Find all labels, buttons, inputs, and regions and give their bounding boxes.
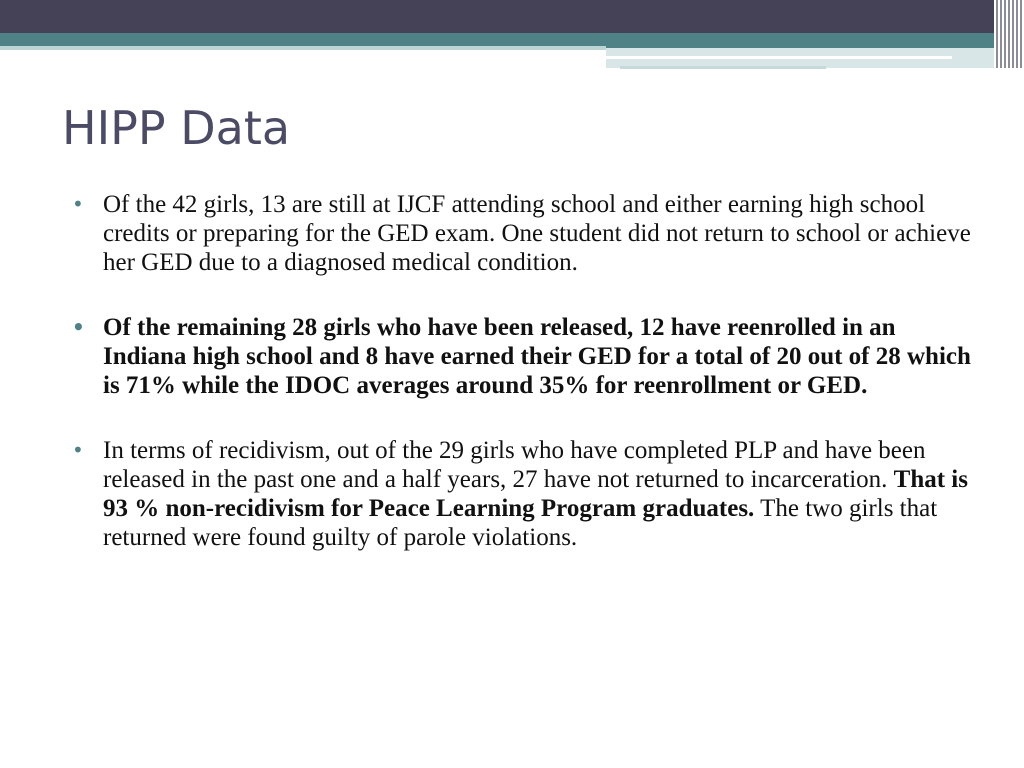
bullet-text: In terms of recidivism, out of the 29 girls who have completed PLP and have been released in the past one and a half years, 27 have not returned to incarceration. xyxy=(103,437,926,493)
bullet-text: The two girls that returned were found guilty of parole violations. xyxy=(103,495,938,551)
bullet-item xyxy=(72,436,972,552)
header-banner-light-strip xyxy=(0,46,606,50)
header-banner-teal xyxy=(0,33,1024,46)
bullet-icon: • xyxy=(72,315,85,339)
bullet-item xyxy=(72,313,972,400)
header-accent-line xyxy=(606,56,952,59)
bullet-icon: • xyxy=(72,192,84,216)
header-banner-dark xyxy=(0,0,1024,33)
header-accent-line xyxy=(620,66,826,69)
header-stripes-decoration xyxy=(994,0,1024,68)
bullet-text-emphasis: That is 93 % non-recidivism for Peace Learning Program graduates. xyxy=(103,466,968,522)
bullet-item xyxy=(72,190,972,277)
bullet-icon: • xyxy=(72,438,84,462)
slide-title: HIPP Data xyxy=(62,101,291,155)
bullet-text: Of the 42 girls, 13 are still at IJCF attending school and either earning high school credits or preparing for the GED exam. One student did not return to school or achieve her GED due to a diagnosed medical condition. xyxy=(103,191,971,276)
bullet-list xyxy=(72,190,972,588)
bullet-text-bold: Of the remaining 28 girls who have been released, 12 have reenrolled in an Indiana high school and 8 have earned their GED for a total of 20 out of 28 which is 71% while the IDOC averages around 35% for reenrollment or GED. xyxy=(103,314,971,399)
